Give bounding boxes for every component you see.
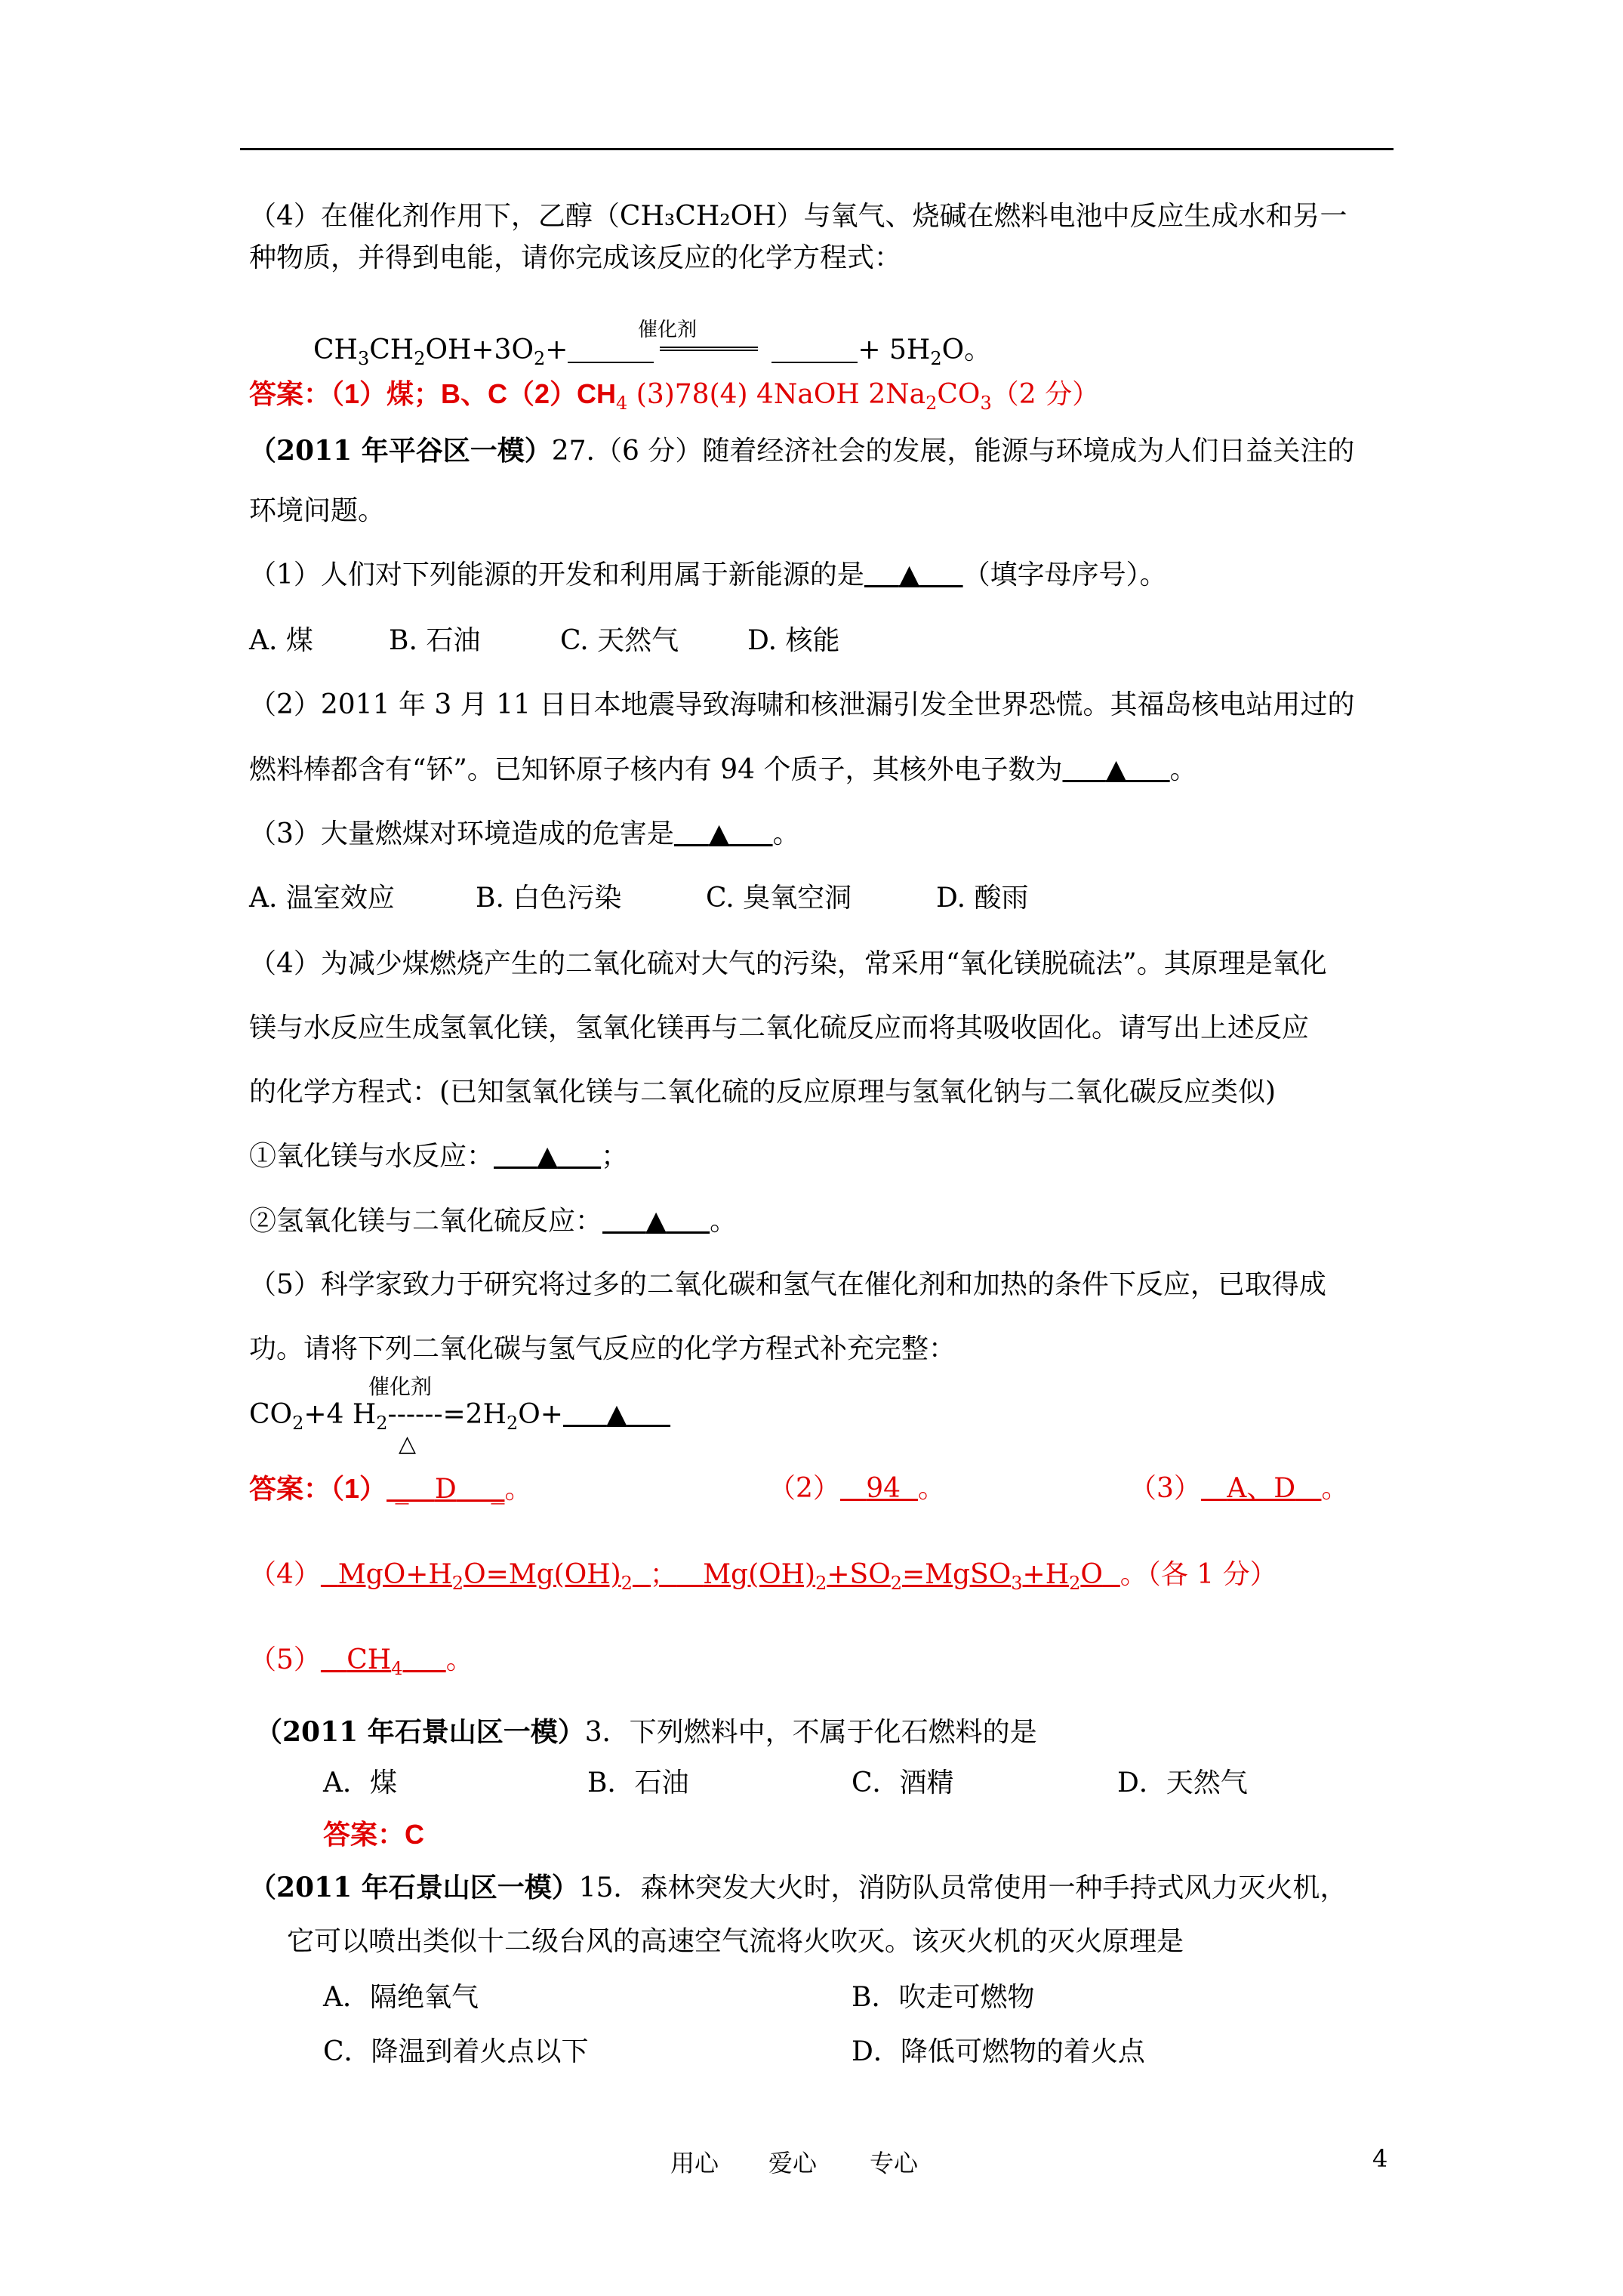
header-rule — [240, 148, 1394, 150]
p27-q5-line1: （5）科学家致力于研究将过多的二氧化碳和氢气在催化剂和加热的条件下反应，已取得成 — [249, 1269, 1326, 1300]
q15-option-a: A．隔绝氧气 — [323, 1982, 479, 2013]
p27-q3: （3）大量燃煤对环境造成的危害是 ▲ 。 — [249, 818, 800, 849]
p27-q4-b: ②氢氧化镁与二氧化硫反应： ▲ 。 — [249, 1206, 738, 1237]
p27-q1-option-b: B. 石油 — [389, 625, 481, 656]
answer-2-1: 答案：（1） _ D _。 — [249, 1473, 532, 1505]
p27-q1: （1）人们对下列能源的开发和利用属于新能源的是 ▲ （填字母序号）。 — [249, 559, 1167, 590]
p27-q5-line2: 功。请将下列二氧化碳与氢气反应的化学方程式补充完整： — [249, 1333, 956, 1364]
q3-option-b: B．石油 — [587, 1767, 689, 1798]
q3-option-d: D．天然气 — [1117, 1767, 1248, 1798]
p27-q1-option-c: C. 天然气 — [560, 625, 679, 656]
footer-item-1: 用心 — [670, 2149, 719, 2177]
p27-q5-catalyst-label: 催化剂 — [368, 1374, 433, 1399]
q15-option-d: D．降低可燃物的着火点 — [852, 2036, 1145, 2067]
p27-q2-line1: （2）2011 年 3 月 11 日日本地震导致海啸和核泄漏引发全世界恐慌。其福岛核电站用过的 — [249, 689, 1355, 720]
q15-option-c: C．降温到着火点以下 — [323, 2036, 589, 2067]
catalyst-label: 催化剂 — [638, 319, 698, 341]
q15-option-b: B．吹走可燃物 — [852, 1982, 1035, 2013]
p27-line2: 环境问题。 — [249, 495, 386, 526]
q15-line2: 它可以喷出类似十二级台风的高速空气流将火吹灭。该灭火机的灭火原理是 — [287, 1926, 1184, 1957]
footer-item-3: 专心 — [870, 2149, 919, 2177]
answer-2-3: （3） A、D 。 — [1129, 1473, 1349, 1504]
q3-header: （2011 年石景山区一模）3．下列燃料中，不属于化石燃料的是 — [255, 1716, 1037, 1748]
footer-item-2: 爱心 — [768, 2149, 818, 2177]
q4-line2: 种物质，并得到电能，请你完成该反应的化学方程式： — [249, 242, 902, 273]
q15-header: （2011 年石景山区一模）15．森林突发大火时，消防队员常使用一种手持式风力灭火机， — [249, 1872, 1347, 1903]
p27-q3-option-d: D. 酸雨 — [936, 883, 1029, 914]
p27-q4-line3: 的化学方程式：(已知氢氧化镁与二氧化硫的反应原理与氢氧化钠与二氧化碳反应类似) — [249, 1077, 1277, 1108]
p27-q4-line2: 镁与水反应生成氢氧化镁，氢氧化镁再与二氧化硫反应而将其吸收固化。请写出上述反应 — [249, 1012, 1310, 1043]
p27-q3-option-b: B. 白色污染 — [476, 883, 622, 914]
q3-option-c: C．酒精 — [852, 1767, 954, 1798]
p27-q5-equation: $CO_2+4$ $H_2------=2H_2O+$ ▲ — [249, 1399, 627, 1434]
q4-line1: （4）在催化剂作用下，乙醇（CH₃CH₂OH）与氧气、烧碱在燃料电池中反应生成水和另一 — [249, 201, 1347, 232]
page-number: 4 — [1372, 2144, 1388, 2173]
equation-1: $CH_3CH_2OH+3O_2+ + 5H_2O$。 — [313, 334, 992, 369]
p27-q5-heat-symbol: △ — [399, 1431, 417, 1457]
answer-2-4: （4） $MgO+H_2O=Mg(OH)_2$ ； $Mg(OH)_2+SO_2=MgSO_3+H_2O$ 。（各 1 分） — [249, 1559, 1277, 1594]
p27-q1-option-a: A. 煤 — [249, 625, 313, 656]
p27-q1-option-d: D. 核能 — [747, 625, 840, 656]
q3-answer: 答案：C — [323, 1819, 424, 1850]
p27-header: （2011 年平谷区一模）27.（6 分）随着经济社会的发展，能源与环境成为人们日益关注的 — [249, 435, 1355, 467]
p27-q3-option-c: C. 臭氧空洞 — [706, 883, 852, 914]
answer-1: 答案：（1）煤；B、$C(2)CH_4$ (3)78(4) 4NaOH $2Na_2CO_3(2$ 分） — [249, 378, 1100, 414]
p27-q4-line1: （4）为减少煤燃烧产生的二氧化硫对大气的污染，常采用“氧化镁脱硫法”。其原理是氧化 — [249, 948, 1327, 979]
answer-2-5: （5） $CH_4$ 。 — [249, 1644, 473, 1679]
answer-2-2: （2） 94 。 — [768, 1473, 945, 1504]
q3-option-a: A．煤 — [323, 1767, 397, 1798]
p27-q3-option-a: A. 温室效应 — [249, 883, 395, 914]
p27-q2-line2: 燃料棒都含有“钚”。已知钚原子核内有 94 个质子，其核外电子数为 ▲ 。 — [249, 754, 1197, 785]
p27-q4-a: ①氧化镁与水反应： ▲ ； — [249, 1141, 629, 1172]
